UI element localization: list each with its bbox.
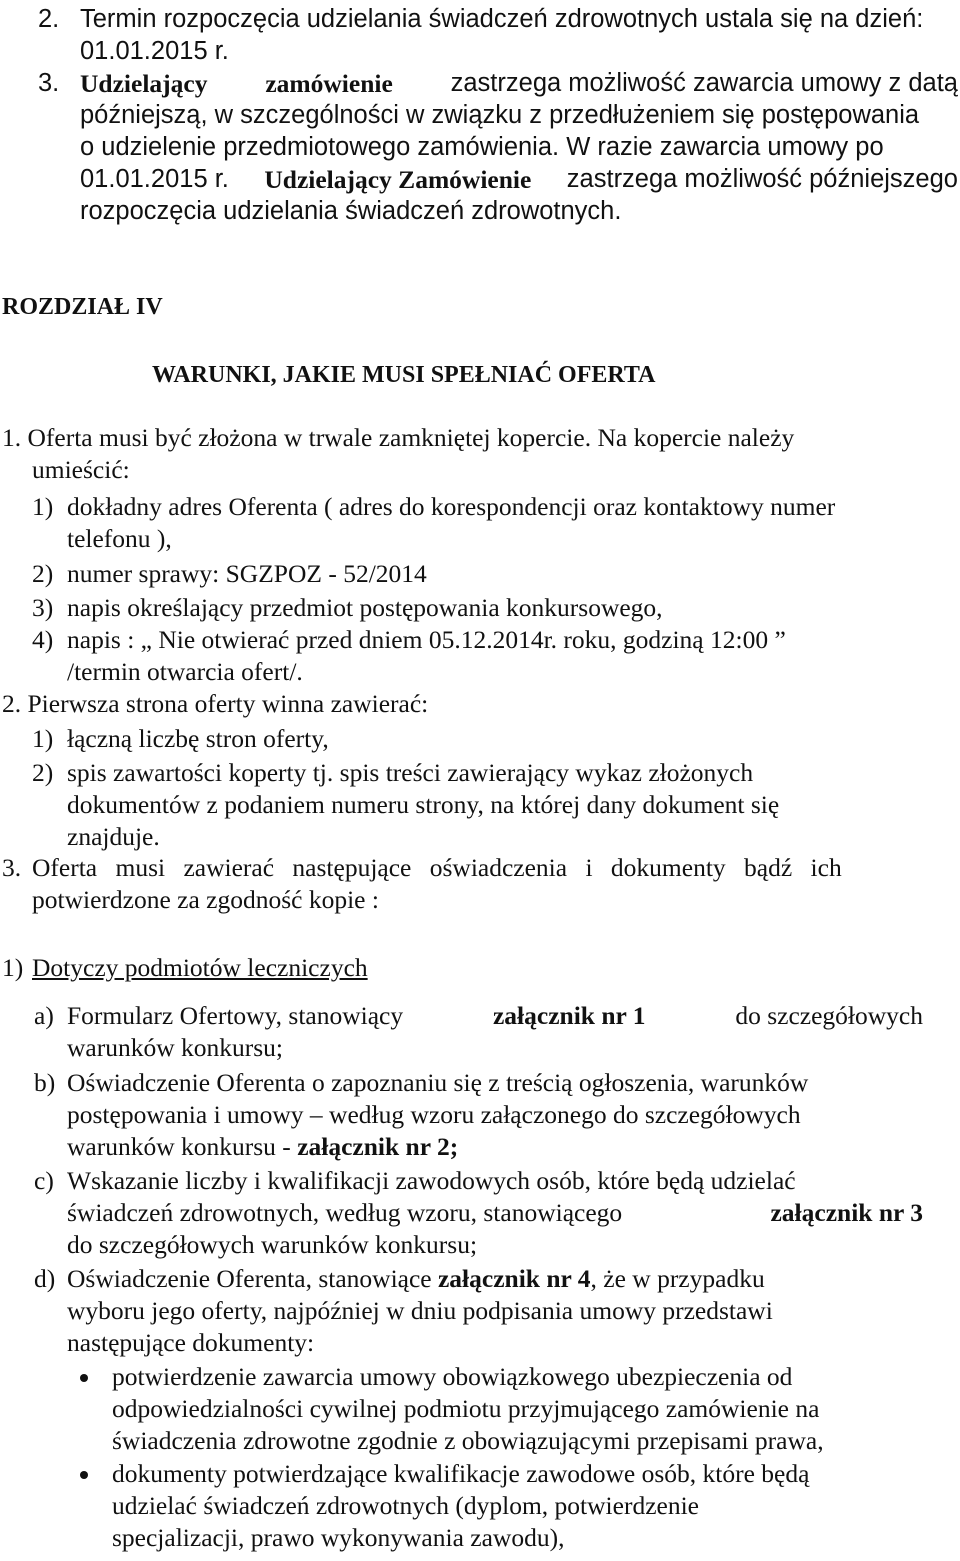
bullet-dot-icon [80, 1471, 88, 1479]
intro-p3-line1 [80, 68, 958, 99]
offer-s1-item2-line1: numer sprawy: SGZPOZ - 52/2014 [67, 559, 427, 588]
entity-d-line1 [67, 1263, 765, 1294]
offer-s2-item2-line1: spis zawartości koperty tj. spis treści zawierający wykaz złożonych [67, 758, 754, 787]
offer-s1-item1-line2: telefonu ), [67, 524, 172, 553]
chapter-subtitle: WARUNKI, JAKIE MUSI SPEŁNIAĆ OFERTA [152, 362, 656, 388]
offer-s2-item1-line1: łączną liczbę stron oferty, [67, 724, 329, 753]
offer-s3-line1-text: Oferta musi zawierać następujące oświadczenia i dokumenty bądź ich [32, 853, 842, 882]
intro-p3-line4-date: 01.01.2015 r. [80, 165, 229, 193]
entity-a-label: a) [34, 1001, 54, 1030]
offer-s2-item2-line2: dokumentów z podaniem numeru strony, na której dany dokument się [67, 790, 780, 819]
intro-p3-line4-bold: Udzielający Zamówienie [264, 165, 532, 194]
entities-heading: Dotyczy podmiotów leczniczych [32, 953, 368, 982]
bullet1-line2: odpowiedzialności cywilnej podmiotu przyjmującego zamówienie na [112, 1394, 820, 1423]
chapter-title: ROZDZIAŁ IV [2, 294, 163, 320]
intro-p3-number: 3. [38, 69, 60, 97]
offer-s2-item1-number: 1) [32, 724, 54, 753]
bullet2-line2: udzielać świadczeń zdrowotnych (dyplom, potwierdzenie [112, 1491, 699, 1520]
bullet1-line3: świadczenia zdrowotne zgodnie z obowiązującymi przepisami prawa, [112, 1426, 824, 1455]
entity-b-line3 [67, 1131, 458, 1162]
entity-d-line1-end: , że w przypadku [590, 1264, 765, 1293]
bullet2-line3: specjalizacji, prawo wykonywania zawodu), [112, 1523, 565, 1552]
intro-p3-bold-1: Udzielający [80, 69, 208, 98]
offer-s1-line2: umieścić: [32, 455, 130, 484]
bullet1-line1: potwierdzenie zawarcia umowy obowiązkowego ubezpieczenia od [112, 1362, 793, 1391]
offer-s1-line1: 1. Oferta musi być złożona w trwale zamkniętej kopercie. Na kopercie należy [2, 423, 795, 452]
offer-s3-number: 3. [2, 853, 22, 882]
entity-c-label: c) [34, 1166, 54, 1195]
intro-p2-number: 2. [38, 5, 60, 33]
offer-s2-item2-line3: znajduje. [67, 822, 160, 851]
offer-s1-item4-number: 4) [32, 625, 54, 654]
entities-heading-number: 1) [2, 953, 24, 982]
entity-b-label: b) [34, 1068, 56, 1097]
offer-s2-line: 2. Pierwsza strona oferty winna zawierać: [2, 689, 429, 718]
bullet-dot-icon [80, 1374, 88, 1382]
intro-p3-line3: o udzielenie przedmiotowego zamówienia. W razie zawarcia umowy po [80, 133, 884, 161]
entity-c-line2-start: świadczeń zdrowotnych, według wzoru, stanowiącego [67, 1198, 623, 1227]
entity-b-line2: postępowania i umowy – według wzoru załączonego do szczegółowych [67, 1100, 801, 1129]
entity-c-line2-bold: załącznik nr 3 [770, 1198, 923, 1227]
entity-b-line3-bold: załącznik nr 2; [297, 1132, 459, 1161]
entity-c-line3: do szczegółowych warunków konkursu; [67, 1230, 478, 1259]
entity-a-line1-end: do szczegółowych [735, 1001, 923, 1030]
intro-p3-bold-2: zamówienie [265, 69, 393, 98]
offer-s1-item1-line1: dokładny adres Oferenta ( adres do korespondencji oraz kontaktowy numer [67, 492, 836, 521]
intro-p3-line4 [80, 164, 958, 195]
entity-c-line1: Wskazanie liczby i kwalifikacji zawodowych osób, które będą udzielać [67, 1166, 796, 1195]
intro-p3-line5: rozpoczęcia udzielania świadczeń zdrowotnych. [80, 197, 622, 225]
intro-p3-line2: późniejszą, w szczególności w związku z przedłużeniem się postępowania [80, 101, 920, 129]
entity-a-line1-bold: załącznik nr 1 [492, 1001, 646, 1030]
offer-s1-item2-number: 2) [32, 559, 54, 588]
offer-s1-item4-line2: /termin otwarcia ofert/. [67, 657, 303, 686]
intro-p3-line1-rest: zastrzega możliwość zawarcia umowy z datą [450, 69, 958, 97]
entity-c-line2 [67, 1197, 923, 1228]
intro-p2-line2: 01.01.2015 r. [80, 37, 229, 65]
bullet2-line1: dokumenty potwierdzające kwalifikacje zawodowe osób, które będą [112, 1459, 810, 1488]
offer-s1-item3-line1: napis określający przedmiot postępowania konkursowego, [67, 593, 663, 622]
entity-d-line2: wyboru jego oferty, najpóźniej w dniu podpisania umowy przedstawi [67, 1296, 773, 1325]
entity-d-line3: następujące dokumenty: [67, 1328, 315, 1357]
entity-d-line1-bold: załącznik nr 4 [437, 1264, 591, 1293]
offer-s3-line1 [32, 852, 950, 883]
offer-s1-item3-number: 3) [32, 593, 54, 622]
entity-a-line2: warunków konkursu; [67, 1033, 284, 1062]
entity-a-line1-start: Formularz Ofertowy, stanowiący [67, 1001, 404, 1030]
entity-a-line1 [67, 1000, 923, 1031]
entity-d-line1-start: Oświadczenie Oferenta, stanowiące [67, 1264, 432, 1293]
intro-p2-line1: Termin rozpoczęcia udzielania świadczeń zdrowotnych ustala się na dzień: [80, 5, 924, 33]
offer-s1-item4-line1: napis : „ Nie otwierać przed dniem 05.12.2014r. roku, godziną 12:00 ” [67, 625, 786, 654]
entity-d-label: d) [34, 1264, 56, 1293]
entity-b-line3-start: warunków konkursu - [67, 1132, 291, 1161]
entity-b-line1: Oświadczenie Oferenta o zapoznaniu się z treścią ogłoszenia, warunków [67, 1068, 809, 1097]
intro-p3-line4-rest: zastrzega możliwość późniejszego [566, 165, 958, 193]
offer-s3-line2: potwierdzone za zgodność kopie : [32, 885, 379, 914]
offer-s2-item2-number: 2) [32, 758, 54, 787]
offer-s1-item1-number: 1) [32, 492, 54, 521]
